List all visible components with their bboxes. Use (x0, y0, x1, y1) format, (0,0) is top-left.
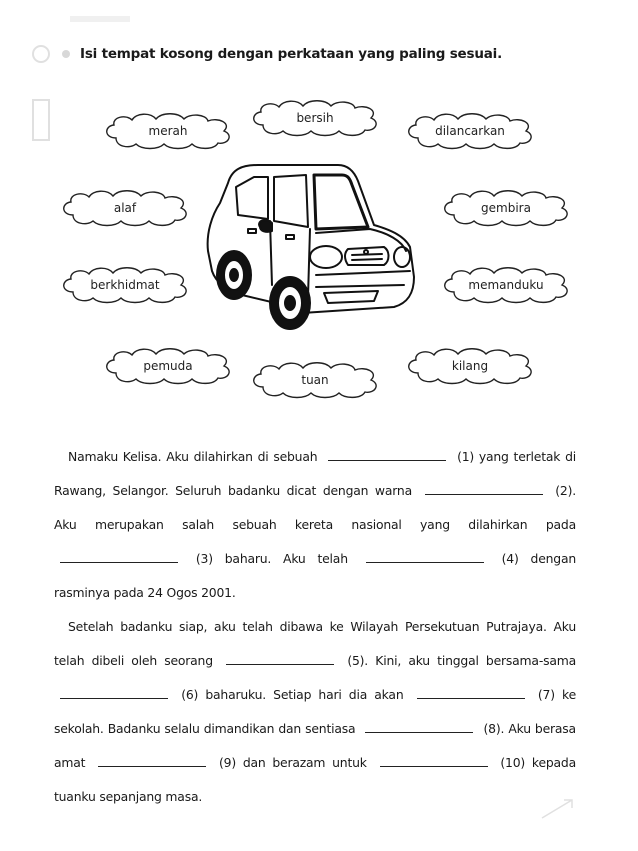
passage-text: Aku berasa amat (54, 721, 576, 770)
passage-text: dengan rasminya pada 24 Ogos 2001. (54, 551, 576, 600)
blank-number-7: (7) (537, 687, 555, 702)
blank-4-input[interactable] (366, 561, 484, 563)
word-cloud-alaf (55, 188, 195, 228)
blank-9-input[interactable] (98, 765, 206, 767)
word-cloud-pemuda (98, 346, 238, 386)
corner-scribble-icon (538, 796, 578, 822)
word-cloud-bersih (245, 98, 385, 138)
car-illustration-icon (198, 155, 428, 340)
passage-text: Setelah badanku siap, aku telah dibawa ke Wilayah Persekutuan Putrajaya. Aku telah dibeli oleh seorang (54, 619, 576, 668)
blank-number-10: (10) (500, 755, 526, 770)
blank-number-1: (1) (457, 449, 475, 464)
word-bersih: bersih (296, 111, 334, 125)
word-dilancarkan: dilancarkan (435, 124, 505, 138)
word-kilang: kilang (451, 359, 489, 373)
blank-number-3: (3) (195, 551, 213, 566)
word-cloud-kilang (400, 346, 540, 386)
word-cloud-memanduku (436, 265, 576, 305)
blank-1-input[interactable] (328, 459, 446, 461)
word-berkhidmat: berkhidmat (90, 278, 160, 292)
word-gembira: gembira (481, 201, 531, 215)
blank-number-9: (9) (219, 755, 236, 770)
passage-paragraph-2 (54, 610, 576, 814)
passage-text: yang terletak di Rawang, Selangor. Seluruh badanku dicat dengan warna (54, 449, 576, 498)
passage-text: dan berazam untuk (242, 755, 367, 770)
passage-text: Aku merupakan salah sebuah kereta nasional yang dilahirkan pada (54, 517, 576, 532)
passage-text: kepada tuanku sepanjang masa. (54, 755, 576, 804)
instruction-bullet (62, 50, 70, 58)
word-cloud-gembira (436, 188, 576, 228)
passage-text: baharuku. Setiap hari dia akan (205, 687, 404, 702)
blank-10-input[interactable] (380, 765, 488, 767)
binding-mark-icon (30, 40, 52, 150)
blank-number-2: (2). (555, 483, 576, 498)
passage-text: ke sekolah. Badanku selalu dimandikan dan sentiasa (54, 687, 577, 736)
blank-2-input[interactable] (425, 493, 543, 495)
passage-text: Namaku Kelisa. Aku dilahirkan di sebuah (68, 449, 318, 464)
passage-paragraph-1 (54, 440, 576, 610)
word-cloud-tuan (245, 360, 385, 400)
word-cloud-dilancarkan (400, 111, 540, 151)
word-merah: merah (148, 124, 188, 138)
blank-8-input[interactable] (365, 731, 473, 733)
word-cloud-merah (98, 111, 238, 151)
word-pemuda: pemuda (143, 359, 193, 373)
instruction-text: Isi tempat kosong dengan perkataan yang paling sesuai. (80, 46, 503, 62)
blank-5-input[interactable] (226, 663, 334, 665)
blank-6-input[interactable] (60, 697, 168, 699)
word-alaf: alaf (113, 201, 137, 215)
blank-number-8: (8). (483, 721, 505, 736)
blank-3-input[interactable] (60, 561, 178, 563)
fill-in-passage (54, 440, 576, 814)
word-memanduku: memanduku (468, 278, 544, 292)
blank-7-input[interactable] (417, 697, 525, 699)
passage-text: Kini, aku tinggal bersama-sama (375, 653, 576, 668)
blank-number-5: (5). (347, 653, 369, 668)
word-tuan: tuan (301, 373, 329, 387)
word-cloud-berkhidmat (55, 265, 195, 305)
faint-header-mark (70, 16, 130, 22)
blank-number-4: (4) (501, 551, 519, 566)
passage-text: baharu. Aku telah (224, 551, 348, 566)
blank-number-6: (6) (181, 687, 199, 702)
